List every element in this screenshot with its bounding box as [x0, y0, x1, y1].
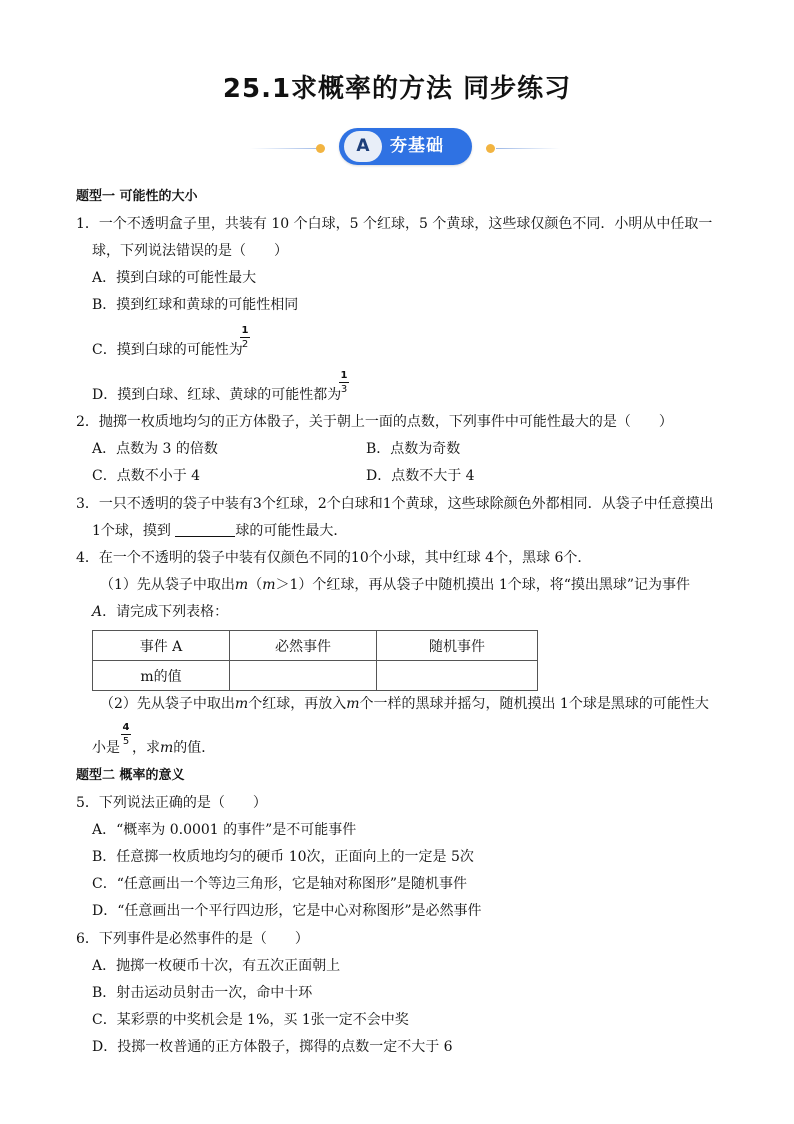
- q4-part2-text-c: 个一样的黑球并摇匀，随机摸出 1个球是黑球的可能性大: [359, 696, 709, 712]
- banner-letter-badge: A: [344, 131, 382, 162]
- banner-label: 夯基础: [390, 136, 444, 156]
- q1-option-d: D．摸到白球、红球、黄球的可能性都为: [92, 387, 342, 403]
- q5-option-d: D．“任意画出一个平行四边形，它是中心对称图形”是必然事件: [92, 903, 482, 919]
- q1-stem-line2: 球，下列说法错误的是（ ）: [92, 243, 288, 259]
- q6-stem: 6．下列事件是必然事件的是（ ）: [76, 931, 309, 947]
- fraction-denominator: 5: [122, 736, 130, 747]
- q6-option-c: C．某彩票的中奖机会是 1%，买 1张一定不会中奖: [92, 1012, 409, 1028]
- q2-option-d: D．点数不大于 4: [366, 468, 475, 484]
- q4-var-m: m: [346, 696, 360, 712]
- q6-option-d: D．投掷一枚普通的正方体骰子，掷得的点数一定不大于 6: [92, 1039, 453, 1055]
- table-header-random: 随机事件: [377, 631, 538, 661]
- q1-stem-line1: 1．一个不透明盒子里，共装有 10 个白球，5 个红球，5 个黄球，这些球仅颜色不同．小明从中任取一: [76, 216, 713, 232]
- q4-part2-text-b: 个红球，再放入: [248, 696, 347, 712]
- section-heading-1: 题型一 可能性的大小: [76, 189, 198, 204]
- section-banner: [250, 128, 560, 166]
- fraction-bar: [240, 337, 250, 338]
- q3-stem-line1: 3．一只不透明的袋子中装有3个红球，2个白球和1个黄球，这些球除颜色外都相同．从袋子中任意摸出: [76, 496, 714, 512]
- banner-right-line: [496, 148, 560, 149]
- q5-stem: 5．下列说法正确的是（ ）: [76, 795, 267, 811]
- q4-part2-text-d: 小是: [92, 740, 120, 756]
- q1-option-d-fraction: [339, 370, 349, 395]
- q4-part2-line1: [100, 695, 709, 713]
- fraction-numerator: 4: [122, 722, 130, 733]
- q4-part1-text-a: （1）先从袋子中取出: [100, 577, 235, 593]
- table-row: [93, 661, 538, 691]
- table-cell-certain-answer[interactable]: [230, 661, 377, 691]
- q3-stem-line2: [92, 522, 347, 540]
- q2-option-a: A．点数为 3 的倍数: [92, 441, 218, 457]
- q2-stem: 2．抛掷一枚质地均匀的正方体骰子，关于朝上一面的点数，下列事件中可能性最大的是（ ）: [76, 414, 673, 430]
- banner-left-dot: [316, 144, 325, 153]
- q6-option-b: B．射击运动员射击一次，命中十环: [92, 985, 313, 1001]
- fraction-denominator: 3: [340, 384, 348, 395]
- q4-var-a: A: [92, 604, 103, 620]
- q5-option-b: B．任意掷一枚质地均匀的硬币 10次，正面向上的一定是 5次: [92, 849, 474, 865]
- q1-option-b: B．摸到红球和黄球的可能性相同: [92, 297, 299, 313]
- table-row-label: m的值: [93, 661, 230, 691]
- table-header-event: 事件 A: [93, 631, 230, 661]
- q4-part2-text-e: ，求: [132, 740, 160, 756]
- banner-right-dot: [486, 144, 495, 153]
- q4-part1-line1: [100, 576, 690, 594]
- fraction-numerator: 1: [241, 325, 249, 336]
- q4-part2-line2: [92, 739, 215, 757]
- q4-part1-text-c: ＞1）个红球，再从袋子中随机摸出 1个球，将“摸出黑球”记为事件: [275, 577, 691, 593]
- q4-stem: 4．在一个不透明的袋子中装有仅颜色不同的10个小球，其中红球 4个，黑球 6个．: [76, 550, 592, 566]
- q4-part2-fraction: [121, 722, 131, 747]
- q4-part2-text-f: 的值．: [173, 740, 216, 756]
- banner-left-line: [250, 148, 322, 149]
- q5-option-c: C．“任意画出一个等边三角形，它是轴对称图形”是随机事件: [92, 876, 468, 892]
- q1-option-c: C．摸到白球的可能性为: [92, 342, 243, 358]
- page-title: 25.1求概率的方法 同步练习: [222, 74, 572, 104]
- q4-var-m: m: [234, 696, 249, 712]
- q1-option-a: A．摸到白球的可能性最大: [92, 270, 257, 286]
- q4-var-m: m: [234, 577, 249, 593]
- q1-option-c-fraction: [240, 325, 250, 350]
- section-heading-2: 题型二 概率的意义: [76, 768, 185, 783]
- fraction-denominator: 2: [241, 339, 249, 350]
- table-header-row: [93, 631, 538, 661]
- q4-part1-text-d: ．请完成下列表格：: [102, 604, 229, 620]
- q2-option-b: B．点数为奇数: [366, 441, 461, 457]
- q4-var-m: m: [160, 740, 174, 756]
- q2-option-c: C．点数不小于 4: [92, 468, 201, 484]
- q4-part2-text-a: （2）先从袋子中取出: [100, 696, 235, 712]
- fraction-bar: [339, 382, 349, 383]
- q3-stem-part1: 1个球，摸到: [92, 523, 176, 539]
- table-cell-random-answer[interactable]: [377, 661, 538, 691]
- q3-stem-part2: 球的可能性最大．: [235, 523, 348, 539]
- q3-answer-blank[interactable]: [175, 522, 235, 537]
- q6-option-a: A．抛掷一枚硬币十次，有五次正面朝上: [92, 958, 341, 974]
- q5-option-a: A．“概率为 0.0001 的事件”是不可能事件: [92, 822, 357, 838]
- q4-event-table: [92, 630, 538, 691]
- q4-var-m: m: [262, 577, 276, 593]
- table-header-certain: 必然事件: [230, 631, 377, 661]
- q4-part1-line2: [92, 603, 228, 621]
- q4-part1-text-b: （: [248, 577, 263, 593]
- fraction-bar: [121, 734, 131, 735]
- fraction-numerator: 1: [340, 370, 348, 381]
